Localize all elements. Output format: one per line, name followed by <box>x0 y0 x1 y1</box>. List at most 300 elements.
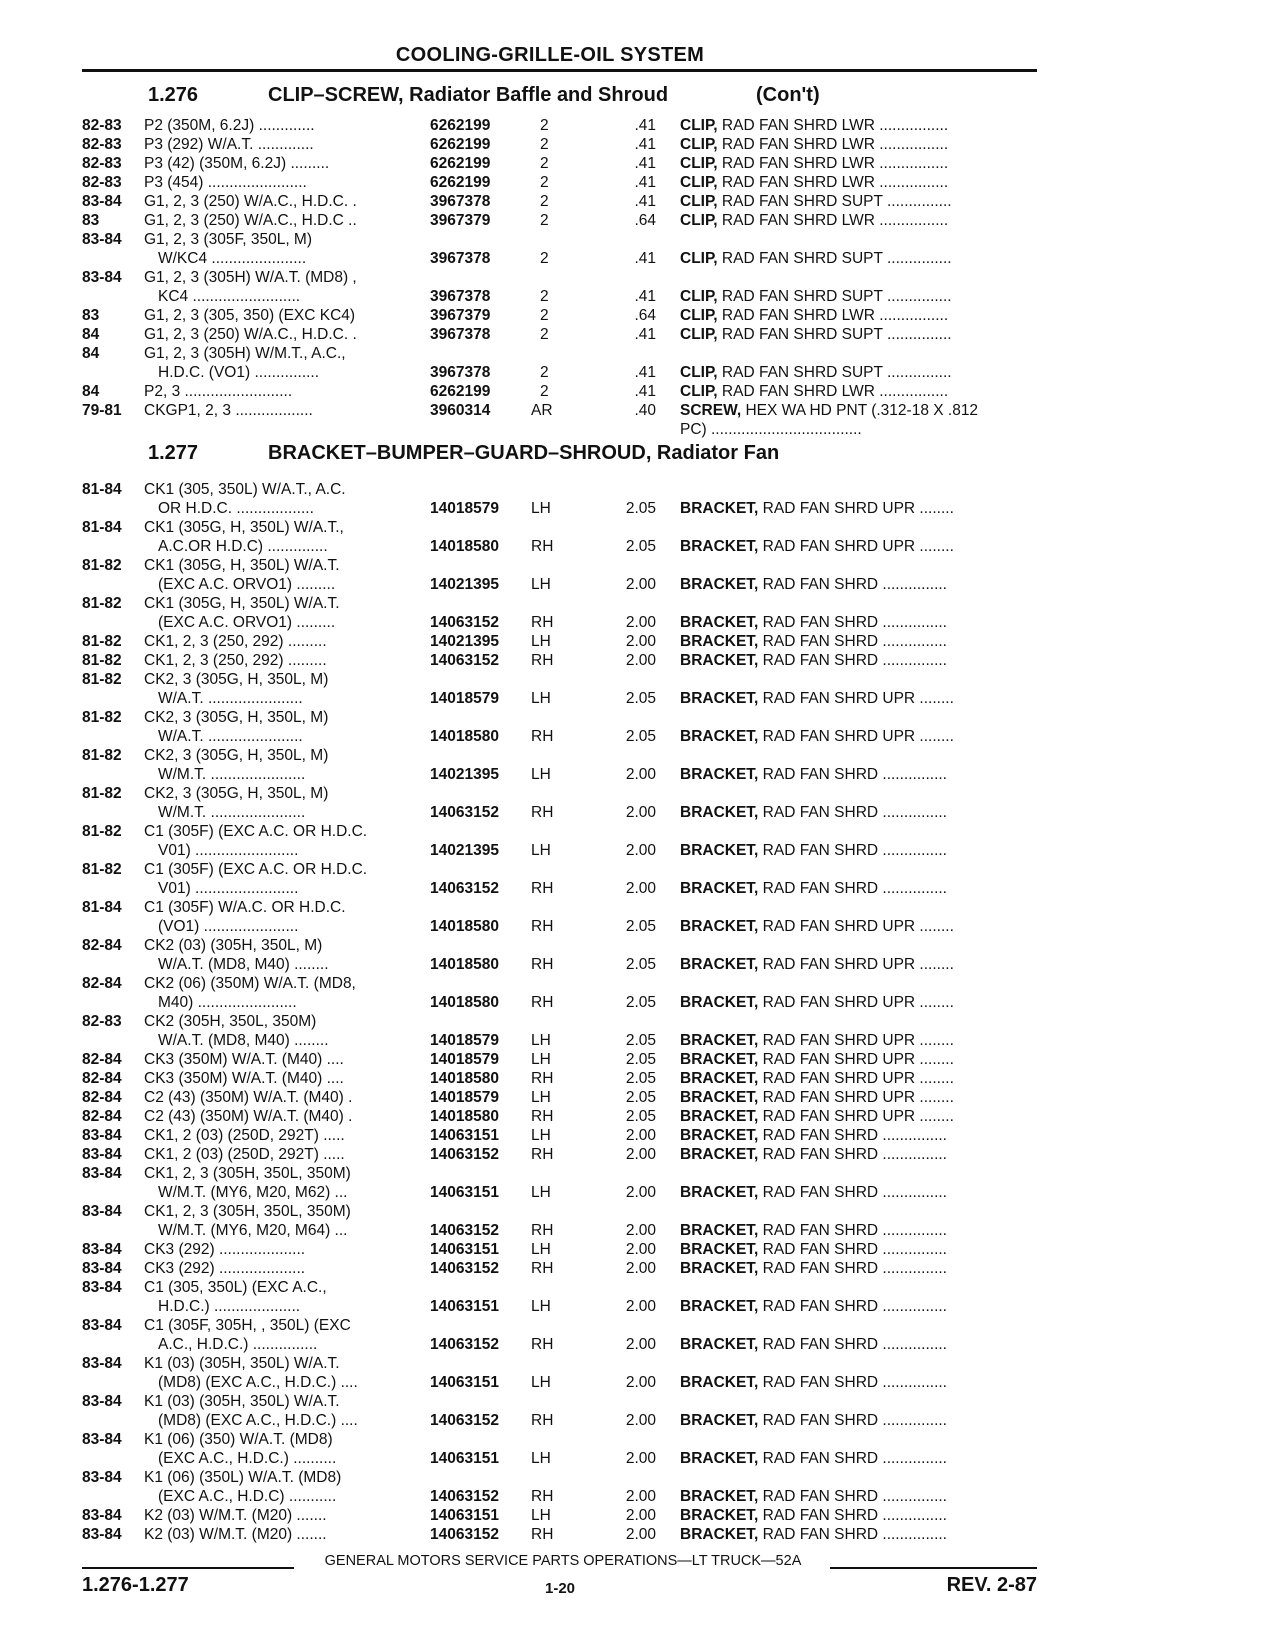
part-noun: SCREW, <box>680 402 742 419</box>
part-number: 6262199 <box>430 155 491 172</box>
model-years: 82-83 <box>82 1013 122 1030</box>
price: .41 <box>634 117 656 134</box>
part-detail: HEX WA HD PNT (.312-18 X .812 <box>741 402 979 419</box>
model-years: 81-82 <box>82 633 122 650</box>
part-number: 14018579 <box>430 1032 499 1049</box>
footer-rule-left <box>82 1567 294 1569</box>
part-name <box>680 651 1040 670</box>
price: 2.00 <box>625 1526 656 1543</box>
part-noun: BRACKET, <box>680 1032 759 1049</box>
model-years: 81-82 <box>82 823 122 840</box>
part-noun: BRACKET, <box>680 994 759 1011</box>
part-number: 14018580 <box>430 1070 499 1087</box>
part-number: 14063151 <box>430 1374 499 1391</box>
quantity: LH <box>531 1127 551 1144</box>
part-detail: RAD FAN SHRD ............... <box>758 1450 947 1467</box>
part-name <box>680 765 1040 784</box>
price: 2.00 <box>625 842 656 859</box>
quantity: 2 <box>540 136 549 153</box>
part-number: 14021395 <box>430 766 499 783</box>
part-number: 6262199 <box>430 136 491 153</box>
model-years: 81-82 <box>82 671 122 688</box>
price: .41 <box>634 288 656 305</box>
part-name <box>680 1525 1040 1544</box>
part-number: 14063152 <box>430 1336 499 1353</box>
part-detail: RAD FAN SHRD ............... <box>758 766 947 783</box>
model-years: 84 <box>82 345 100 362</box>
quantity: LH <box>531 1374 551 1391</box>
application-description: P3 (42) (350M, 6.2J) ......... <box>144 155 330 172</box>
application-description-cont: OR H.D.C. .................. <box>158 500 314 517</box>
application-description: G1, 2, 3 (305H) W/M.T., A.C., <box>144 345 346 362</box>
part-name <box>680 325 1040 344</box>
application-description: CK2, 3 (305G, H, 350L, M) <box>144 709 329 726</box>
part-noun: CLIP, <box>680 288 718 305</box>
model-years: 83-84 <box>82 1260 122 1277</box>
application-description: CK2, 3 (305G, H, 350L, M) <box>144 671 329 688</box>
price: 2.00 <box>625 576 656 593</box>
part-number: 14063152 <box>430 880 499 897</box>
price: 2.00 <box>625 1450 656 1467</box>
part-detail: RAD FAN SHRD UPR ........ <box>758 538 954 555</box>
part-number: 14063152 <box>430 804 499 821</box>
part-number: 14063152 <box>430 1488 499 1505</box>
application-description: C1 (305F) (EXC A.C. OR H.D.C. <box>144 861 368 878</box>
application-description-cont: V01) ........................ <box>158 880 299 897</box>
application-description: K2 (03) W/M.T. (M20) ....... <box>144 1507 327 1524</box>
application-description-cont: (VO1) ...................... <box>158 918 299 935</box>
part-number: 14018579 <box>430 500 499 517</box>
part-number: 3967379 <box>430 307 491 324</box>
part-number: 14063151 <box>430 1450 499 1467</box>
part-name <box>680 575 1040 594</box>
quantity: LH <box>531 842 551 859</box>
quantity: 2 <box>540 250 549 267</box>
price: 2.00 <box>625 1374 656 1391</box>
part-detail: RAD FAN SHRD LWR ................ <box>717 383 949 400</box>
part-noun: CLIP, <box>680 250 718 267</box>
application-description: K1 (06) (350) W/A.T. (MD8) <box>144 1431 333 1448</box>
application-description-cont: (EXC A.C. ORVO1) ......... <box>158 576 336 593</box>
part-noun: BRACKET, <box>680 1507 759 1524</box>
part-detail: RAD FAN SHRD ............... <box>758 1336 947 1353</box>
part-noun: BRACKET, <box>680 652 759 669</box>
part-detail: RAD FAN SHRD ............... <box>758 633 947 650</box>
application-description: G1, 2, 3 (305F, 350L, M) <box>144 231 313 248</box>
part-name <box>680 306 1040 325</box>
application-description: C1 (305F) (EXC A.C. OR H.D.C. <box>144 823 368 840</box>
application-description-cont: M40) ....................... <box>158 994 297 1011</box>
part-number: 3967378 <box>430 193 491 210</box>
quantity: LH <box>531 1241 551 1258</box>
model-years: 83-84 <box>82 269 122 286</box>
application-description-cont: KC4 ......................... <box>158 288 301 305</box>
part-noun: BRACKET, <box>680 1260 759 1277</box>
price: 2.05 <box>625 1089 656 1106</box>
application-description: CK2 (06) (350M) W/A.T. (MD8, <box>144 975 356 992</box>
section-number: 1.277 <box>148 442 199 464</box>
part-detail: RAD FAN SHRD UPR ........ <box>758 690 954 707</box>
quantity: RH <box>531 1336 554 1353</box>
part-detail: RAD FAN SHRD ............... <box>758 1184 947 1201</box>
quantity: 2 <box>540 117 549 134</box>
application-description-cont: W/A.T. (MD8, M40) ........ <box>158 1032 329 1049</box>
part-name <box>680 1050 1040 1069</box>
price: 2.00 <box>625 1241 656 1258</box>
part-detail: RAD FAN SHRD SUPT ............... <box>717 193 952 210</box>
part-name <box>680 537 1040 556</box>
quantity: RH <box>531 1260 554 1277</box>
model-years: 82-84 <box>82 937 122 954</box>
quantity: RH <box>531 538 554 555</box>
part-name <box>680 841 1040 860</box>
price: 2.00 <box>625 1298 656 1315</box>
price: 2.05 <box>625 918 656 935</box>
part-noun: BRACKET, <box>680 1222 759 1239</box>
part-name <box>680 1297 1040 1316</box>
part-detail: RAD FAN SHRD ............... <box>758 1127 947 1144</box>
application-description: P2, 3 ......................... <box>144 383 293 400</box>
part-noun: CLIP, <box>680 193 718 210</box>
price: .41 <box>634 155 656 172</box>
section-title: BRACKET–BUMPER–GUARD–SHROUD, <box>268 442 652 464</box>
part-number: 14063151 <box>430 1184 499 1201</box>
price: 2.00 <box>625 1412 656 1429</box>
part-noun: BRACKET, <box>680 1127 759 1144</box>
part-detail: RAD FAN SHRD ............... <box>758 1146 947 1163</box>
part-noun: BRACKET, <box>680 576 759 593</box>
application-description: P3 (454) ....................... <box>144 174 307 191</box>
quantity: AR <box>531 402 553 419</box>
price: 2.00 <box>625 1336 656 1353</box>
application-description: C2 (43) (350M) W/A.T. (M40) . <box>144 1108 353 1125</box>
model-years: 82-83 <box>82 155 122 172</box>
price: 2.00 <box>625 1222 656 1239</box>
application-description: CK1 (305, 350L) W/A.T., A.C. <box>144 481 346 498</box>
quantity: 2 <box>540 174 549 191</box>
part-noun: BRACKET, <box>680 728 759 745</box>
part-number: 6262199 <box>430 117 491 134</box>
part-noun: BRACKET, <box>680 1526 759 1543</box>
part-detail: RAD FAN SHRD UPR ........ <box>758 956 954 973</box>
price: 2.00 <box>625 1488 656 1505</box>
application-description: CK1, 2, 3 (250, 292) ......... <box>144 652 327 669</box>
model-years: 82-83 <box>82 117 122 134</box>
model-years: 81-82 <box>82 785 122 802</box>
model-years: 81-84 <box>82 519 122 536</box>
part-number: 14063152 <box>430 652 499 669</box>
model-years: 79-81 <box>82 402 122 419</box>
section-title-rest: Radiator Fan <box>651 442 780 464</box>
part-detail: RAD FAN SHRD LWR ................ <box>717 307 949 324</box>
price: 2.00 <box>625 614 656 631</box>
part-name <box>680 1449 1040 1468</box>
part-noun: BRACKET, <box>680 918 759 935</box>
part-detail: RAD FAN SHRD UPR ........ <box>758 728 954 745</box>
part-detail: RAD FAN SHRD SUPT ............... <box>717 250 952 267</box>
price: .41 <box>634 383 656 400</box>
application-description: G1, 2, 3 (250) W/A.C., H.D.C. . <box>144 193 357 210</box>
part-noun: BRACKET, <box>680 804 759 821</box>
model-years: 83-84 <box>82 1165 122 1182</box>
quantity: 2 <box>540 193 549 210</box>
part-name <box>680 1335 1040 1354</box>
price: 2.05 <box>625 1051 656 1068</box>
part-number: 6262199 <box>430 174 491 191</box>
quantity: LH <box>531 1507 551 1524</box>
application-description-cont: A.C., H.D.C.) ............... <box>158 1336 318 1353</box>
price: 2.00 <box>625 1184 656 1201</box>
part-detail: RAD FAN SHRD ............... <box>758 1260 947 1277</box>
part-name <box>680 1088 1040 1107</box>
part-name <box>680 1145 1040 1164</box>
price: .64 <box>634 212 656 229</box>
application-description: CK1, 2, 3 (250, 292) ......... <box>144 633 327 650</box>
application-description: CK1 (305G, H, 350L) W/A.T., <box>144 519 344 536</box>
application-description: CK1, 2 (03) (250D, 292T) ..... <box>144 1127 345 1144</box>
part-name <box>680 401 1040 420</box>
part-number: 14063152 <box>430 614 499 631</box>
part-detail: RAD FAN SHRD ............... <box>758 1374 947 1391</box>
part-number: 6262199 <box>430 383 491 400</box>
section-cont-label: (Con't) <box>756 84 820 106</box>
part-detail: RAD FAN SHRD UPR ........ <box>758 1070 954 1087</box>
part-number: 14018580 <box>430 918 499 935</box>
price: 2.00 <box>625 804 656 821</box>
quantity: RH <box>531 994 554 1011</box>
quantity: RH <box>531 1146 554 1163</box>
part-number: 3967378 <box>430 250 491 267</box>
price: .41 <box>634 364 656 381</box>
application-description: P3 (292) W/A.T. ............. <box>144 136 314 153</box>
part-detail: RAD FAN SHRD ............... <box>758 880 947 897</box>
part-number: 3967378 <box>430 326 491 343</box>
price: 2.00 <box>625 880 656 897</box>
model-years: 84 <box>82 383 100 400</box>
model-years: 83-84 <box>82 1393 122 1410</box>
application-description-cont: V01) ........................ <box>158 842 299 859</box>
part-detail: RAD FAN SHRD SUPT ............... <box>717 364 952 381</box>
model-years: 83-84 <box>82 1526 122 1543</box>
application-description: CK2, 3 (305G, H, 350L, M) <box>144 785 329 802</box>
price: .41 <box>634 193 656 210</box>
part-name <box>680 249 1040 268</box>
price: 2.00 <box>625 1127 656 1144</box>
model-years: 81-82 <box>82 652 122 669</box>
quantity: RH <box>531 652 554 669</box>
price: 2.05 <box>625 728 656 745</box>
part-noun: BRACKET, <box>680 633 759 650</box>
part-number: 14018580 <box>430 1108 499 1125</box>
application-description-cont: W/M.T. ...................... <box>158 766 306 783</box>
part-noun: BRACKET, <box>680 1412 759 1429</box>
part-detail: RAD FAN SHRD SUPT ............... <box>717 326 952 343</box>
part-name <box>680 211 1040 230</box>
part-noun: BRACKET, <box>680 842 759 859</box>
model-years: 82-83 <box>82 174 122 191</box>
part-name <box>680 1259 1040 1278</box>
application-description: CK3 (292) .................... <box>144 1241 306 1258</box>
part-detail: RAD FAN SHRD UPR ........ <box>758 1108 954 1125</box>
application-description: CK2, 3 (305G, H, 350L, M) <box>144 747 329 764</box>
part-name <box>680 803 1040 822</box>
model-years: 81-82 <box>82 861 122 878</box>
application-description-cont: W/A.T. (MD8, M40) ........ <box>158 956 329 973</box>
quantity: LH <box>531 1032 551 1049</box>
model-years: 82-84 <box>82 1051 122 1068</box>
price: 2.00 <box>625 1260 656 1277</box>
application-description: G1, 2, 3 (250) W/A.C., H.D.C .. <box>144 212 357 229</box>
part-name <box>680 499 1040 518</box>
part-number: 14018580 <box>430 956 499 973</box>
part-noun: BRACKET, <box>680 1051 759 1068</box>
application-description: CK1, 2, 3 (305H, 350L, 350M) <box>144 1165 351 1182</box>
part-detail: RAD FAN SHRD LWR ................ <box>717 117 949 134</box>
quantity: LH <box>531 1089 551 1106</box>
quantity: RH <box>531 804 554 821</box>
quantity: RH <box>531 1070 554 1087</box>
model-years: 81-82 <box>82 595 122 612</box>
part-noun: CLIP, <box>680 174 718 191</box>
price: .41 <box>634 136 656 153</box>
price: 2.05 <box>625 1070 656 1087</box>
part-number: 3967379 <box>430 212 491 229</box>
part-name <box>680 420 1040 439</box>
quantity: RH <box>531 614 554 631</box>
model-years: 83 <box>82 307 100 324</box>
part-name <box>680 879 1040 898</box>
quantity: RH <box>531 956 554 973</box>
application-description: K1 (06) (350L) W/A.T. (MD8) <box>144 1469 342 1486</box>
part-number: 14063152 <box>430 1146 499 1163</box>
model-years: 82-84 <box>82 1089 122 1106</box>
model-years: 83-84 <box>82 1203 122 1220</box>
part-name <box>680 1240 1040 1259</box>
part-detail: PC) ................................... <box>680 421 862 438</box>
part-number: 14063151 <box>430 1127 499 1144</box>
application-description: C2 (43) (350M) W/A.T. (M40) . <box>144 1089 353 1106</box>
part-number: 14063151 <box>430 1241 499 1258</box>
application-description-cont: W/M.T. (MY6, M20, M64) ... <box>158 1222 348 1239</box>
part-number: 14063152 <box>430 1526 499 1543</box>
part-detail: RAD FAN SHRD ............... <box>758 1507 947 1524</box>
model-years: 81-84 <box>82 899 122 916</box>
model-years: 83-84 <box>82 231 122 248</box>
model-years: 83-84 <box>82 1507 122 1524</box>
part-number: 14018580 <box>430 538 499 555</box>
part-number: 14063151 <box>430 1298 499 1315</box>
part-detail: RAD FAN SHRD UPR ........ <box>758 918 954 935</box>
application-description: CK3 (292) .................... <box>144 1260 306 1277</box>
section-number: 1.276 <box>148 84 199 106</box>
quantity: 2 <box>540 326 549 343</box>
part-name <box>680 154 1040 173</box>
part-noun: BRACKET, <box>680 500 759 517</box>
part-detail: RAD FAN SHRD LWR ................ <box>717 136 949 153</box>
part-noun: BRACKET, <box>680 1089 759 1106</box>
model-years: 83-84 <box>82 1355 122 1372</box>
part-number: 14018580 <box>430 728 499 745</box>
application-description-cont: H.D.C. (VO1) ............... <box>158 364 320 381</box>
model-years: 83-84 <box>82 1279 122 1296</box>
application-description: CK1, 2, 3 (305H, 350L, 350M) <box>144 1203 351 1220</box>
part-noun: CLIP, <box>680 117 718 134</box>
price: 2.05 <box>625 994 656 1011</box>
part-detail: RAD FAN SHRD UPR ........ <box>758 1051 954 1068</box>
part-name <box>680 1411 1040 1430</box>
model-years: 81-82 <box>82 747 122 764</box>
application-description-cont: W/KC4 ...................... <box>158 250 307 267</box>
model-years: 81-82 <box>82 709 122 726</box>
model-years: 83-84 <box>82 1469 122 1486</box>
price: 2.00 <box>625 652 656 669</box>
part-name <box>680 287 1040 306</box>
part-detail: RAD FAN SHRD ............... <box>758 652 947 669</box>
part-name <box>680 1373 1040 1392</box>
part-detail: RAD FAN SHRD UPR ........ <box>758 1032 954 1049</box>
application-description: CKGP1, 2, 3 .................. <box>144 402 313 419</box>
part-number: 14021395 <box>430 576 499 593</box>
part-number: 14018579 <box>430 1089 499 1106</box>
page-title: COOLING-GRILLE-OIL SYSTEM <box>395 44 705 66</box>
quantity: LH <box>531 1051 551 1068</box>
application-description: CK2 (03) (305H, 350L, M) <box>144 937 323 954</box>
section-title-rest: Radiator Baffle and Shroud <box>403 84 669 106</box>
quantity: RH <box>531 1412 554 1429</box>
application-description: CK1, 2 (03) (250D, 292T) ..... <box>144 1146 345 1163</box>
part-noun: CLIP, <box>680 307 718 324</box>
part-number: 14018579 <box>430 690 499 707</box>
part-noun: BRACKET, <box>680 880 759 897</box>
part-name <box>680 1126 1040 1145</box>
part-noun: BRACKET, <box>680 690 759 707</box>
application-description-cont: (EXC A.C. ORVO1) ......... <box>158 614 336 631</box>
part-number: 14063152 <box>430 1260 499 1277</box>
part-detail: RAD FAN SHRD ............... <box>758 1298 947 1315</box>
price: .41 <box>634 326 656 343</box>
quantity: RH <box>531 1526 554 1543</box>
part-name <box>680 382 1040 401</box>
model-years: 84 <box>82 326 100 343</box>
price: 2.05 <box>625 1108 656 1125</box>
part-noun: BRACKET, <box>680 1146 759 1163</box>
part-noun: BRACKET, <box>680 1374 759 1391</box>
quantity: 2 <box>540 307 549 324</box>
model-years: 82-84 <box>82 1108 122 1125</box>
part-name <box>680 727 1040 746</box>
model-years: 83-84 <box>82 1146 122 1163</box>
price: 2.00 <box>625 1507 656 1524</box>
quantity: RH <box>531 880 554 897</box>
price: .64 <box>634 307 656 324</box>
price: 2.00 <box>625 1146 656 1163</box>
part-detail: RAD FAN SHRD UPR ........ <box>758 500 954 517</box>
application-description: G1, 2, 3 (305, 350) (EXC KC4) <box>144 307 356 324</box>
part-number: 3967378 <box>430 364 491 381</box>
application-description: G1, 2, 3 (250) W/A.C., H.D.C. . <box>144 326 357 343</box>
quantity: RH <box>531 728 554 745</box>
price: .41 <box>634 250 656 267</box>
quantity: LH <box>531 1184 551 1201</box>
part-number: 3960314 <box>430 402 491 419</box>
part-name <box>680 632 1040 651</box>
part-noun: BRACKET, <box>680 1336 759 1353</box>
price: .40 <box>634 402 656 419</box>
part-name <box>680 1183 1040 1202</box>
application-description: CK1 (305G, H, 350L) W/A.T. <box>144 557 340 574</box>
part-detail: RAD FAN SHRD SUPT ............... <box>717 288 952 305</box>
part-name <box>680 993 1040 1012</box>
